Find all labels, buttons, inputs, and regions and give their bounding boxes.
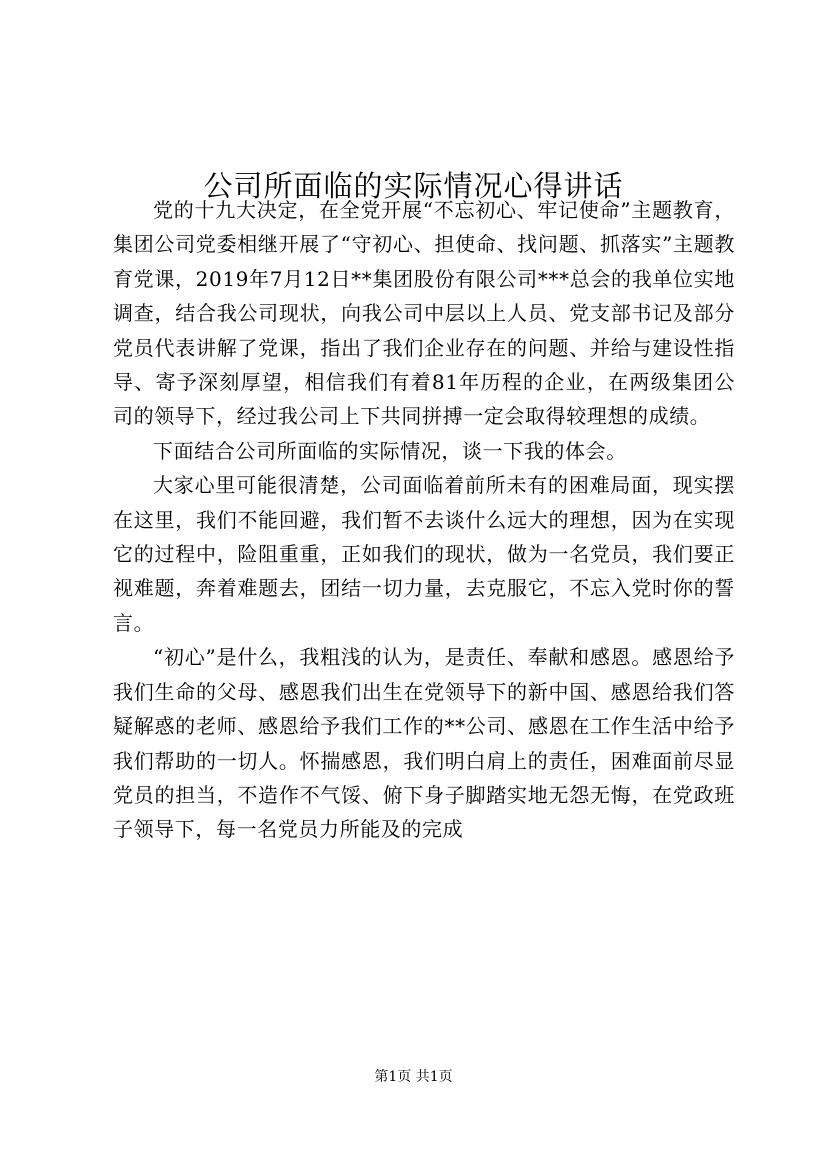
page-number-footer: 第1页 共1页 [374, 1069, 453, 1085]
document-title: 公司所面临的实际情况心得讲话 [203, 169, 624, 204]
document-body [113, 193, 735, 847]
paragraph-3: 大家心里可能很清楚，公司面临着前所未有的困难局面，现实摆在这里，我们不能回避，我们暂不去谈什么远大的理想，因为在实现它的过程中，险阻重重，正如我们的现状，做为一名党员，我们要正视难题，奔着难题去，团结一切力量，去克服它，不忘入党时你的誓言。 [113, 473, 735, 635]
paragraph-2: 下面结合公司所面临的实际情况，谈一下我的体会。 [153, 438, 627, 463]
paragraph-1: 党的十九大决定，在全党开展“不忘初心、牢记使命”主题教育，集团公司党委相继开展了“守初心、担使命、找问题、抓落实”主题教育党课，2019年7月12日**集团股份有限公司***总会的我单位实地调查，结合我公司现状，向我公司中层以上人员、党支部书记及部分党员代表讲解了党课，指出了我们企业存在的问题、并给与建设性指导、寄予深刻厚望，相信我们有着81年历程的企业，在两级集团公司的领导下，经过我公司上下共同拼搏一定会取得较理想的成绩。 [113, 198, 735, 429]
paragraph-4: “初心”是什么，我粗浅的认为，是责任、奉献和感恩。感恩给予我们生命的父母、感恩我们出生在党领导下的新中国、感恩给我们答疑解惑的老师、感恩给予我们工作的**公司、感恩在工作生活中给予我们帮助的一切人。怀揣感恩，我们明白肩上的责任，困难面前尽显党员的担当，不造作不气馁、俯下身子脚踏实地无怨无悔，在党政班子领导下，每一名党员力所能及的完成 [113, 645, 735, 842]
